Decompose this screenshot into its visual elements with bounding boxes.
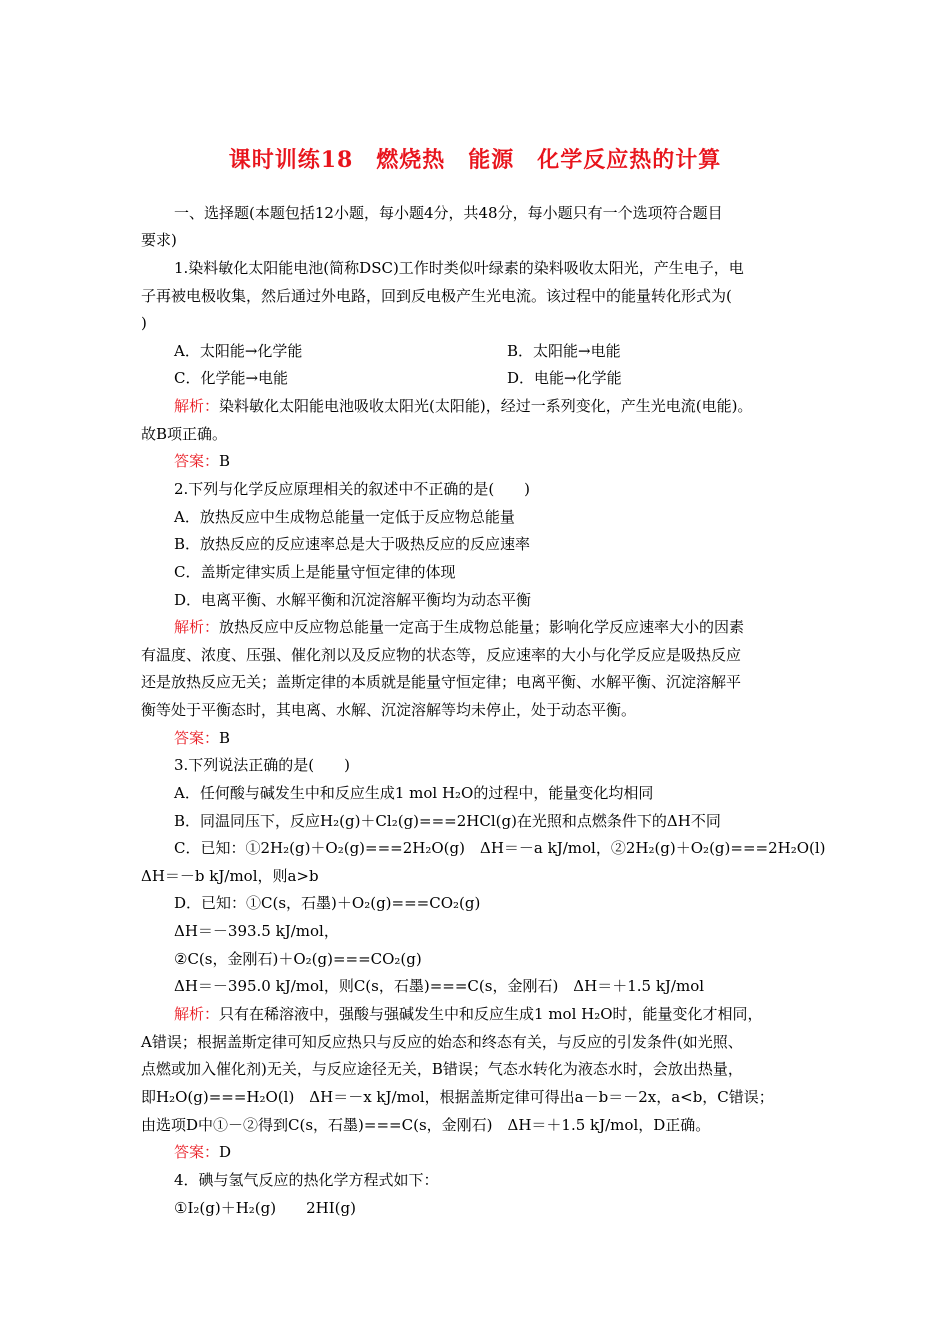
q1-analysis-line2: 故B项正确。 xyxy=(141,425,228,443)
q3-answer-value: D xyxy=(219,1143,232,1161)
q2-answer xyxy=(174,728,230,748)
q1-analysis-label: 解析： xyxy=(174,397,220,415)
q4-equation-1: ①I₂(g)＋H₂(g) 2HI(g) xyxy=(174,1199,356,1217)
q3-answer xyxy=(174,1142,231,1162)
q2-stem: 2.下列与化学反应原理相关的叙述中不正确的是( ) xyxy=(174,480,531,498)
q1-answer-label: 答案： xyxy=(174,452,220,470)
q1-answer-value: B xyxy=(219,452,231,470)
q3-option-c-line2: ΔH＝－b kJ/mol，则a>b xyxy=(141,867,319,885)
q3-analysis-text1: 只有在稀溶液中，强酸与强碱发生中和反应生成1 mol H₂O时，能量变化才相同， xyxy=(219,1005,763,1023)
q1-option-b: B．太阳能→电能 xyxy=(507,342,621,360)
q1-stem-line3: ) xyxy=(141,314,147,332)
q2-answer-value: B xyxy=(219,729,231,747)
q2-analysis-text1: 放热反应中反应物总能量一定高于生成物总能量；影响化学反应速率大小的因素 xyxy=(219,618,745,636)
q2-option-a: A．放热反应中生成物总能量一定低于反应物总能量 xyxy=(174,508,515,526)
page-title: 课时训练18 燃烧热 能源 化学反应热的计算 xyxy=(228,147,722,173)
q2-option-b: B．放热反应的反应速率总是大于吸热反应的反应速率 xyxy=(174,535,531,553)
q4-stem: 4．碘与氢气反应的热化学方程式如下： xyxy=(174,1171,439,1189)
q3-analysis-line1 xyxy=(174,1004,763,1024)
q3-option-c-line1: C．已知：①2H₂(g)＋O₂(g)===2H₂O(g) ΔH＝－a kJ/mol，②2H₂(g)＋O₂(g)===2H₂O(l) xyxy=(174,839,826,857)
q1-answer xyxy=(174,451,230,471)
q2-analysis-line1 xyxy=(174,617,744,637)
section-heading-line1: 一、选择题(本题包括12小题，每小题4分，共48分，每小题只有一个选项符合题目 xyxy=(174,204,723,222)
q3-analysis-line3: 点燃或加入催化剂)无关，与反应途径无关，B错误；气态水转化为液态水时，会放出热量， xyxy=(141,1060,743,1078)
q3-analysis-label: 解析： xyxy=(174,1005,220,1023)
q3-analysis-line4: 即H₂O(g)===H₂O(l) ΔH＝－x kJ/mol，根据盖斯定律可得出a－b＝－2x，a<b，C错误； xyxy=(141,1088,774,1106)
q2-answer-label: 答案： xyxy=(174,729,220,747)
q3-analysis-line2: A错误；根据盖斯定律可知反应热只与反应的始态和终态有关，与反应的引发条件(如光照、 xyxy=(141,1033,743,1051)
q3-option-a: A．任何酸与碱发生中和反应生成1 mol H₂O的过程中，能量变化均相同 xyxy=(174,784,654,802)
q3-option-d-line2: ΔH＝－393.5 kJ/mol， xyxy=(174,922,339,940)
q2-analysis-line4: 衡等处于平衡态时，其电离、水解、沉淀溶解等均未停止，处于动态平衡。 xyxy=(141,701,637,719)
q1-stem-line1: 1.染料敏化太阳能电池(简称DSC)工作时类似叶绿素的染料吸收太阳光，产生电子，电 xyxy=(174,259,744,277)
q2-analysis-line3: 还是放热反应无关；盖斯定律的本质就是能量守恒定律；电离平衡、水解平衡、沉淀溶解平 xyxy=(141,673,742,691)
q3-option-d-line1: D．已知：①C(s，石墨)＋O₂(g)===CO₂(g) xyxy=(174,894,481,912)
q1-option-d: D．电能→化学能 xyxy=(507,369,622,387)
q3-analysis-line5: 由选项D中①－②得到C(s，石墨)===C(s，金刚石) ΔH＝＋1.5 kJ/mol，D正确。 xyxy=(141,1116,711,1134)
q1-option-a: A．太阳能→化学能 xyxy=(174,342,303,360)
q1-analysis-line1 xyxy=(174,396,752,416)
q2-option-d: D．电离平衡、水解平衡和沉淀溶解平衡均为动态平衡 xyxy=(174,591,532,609)
q2-analysis-label: 解析： xyxy=(174,618,220,636)
q3-option-b: B．同温同压下，反应H₂(g)＋Cl₂(g)===2HCl(g)在光照和点燃条件下的ΔH不同 xyxy=(174,812,721,830)
q1-option-c: C．化学能→电能 xyxy=(174,369,289,387)
q2-analysis-line2: 有温度、浓度、压强、催化剂以及反应物的状态等，反应速率的大小与化学反应是吸热反应 xyxy=(141,646,742,664)
section-heading-line2: 要求) xyxy=(141,231,177,249)
q3-answer-label: 答案： xyxy=(174,1143,220,1161)
q3-option-d-line3: ②C(s，金刚石)＋O₂(g)===CO₂(g) xyxy=(174,950,422,968)
q2-option-c: C．盖斯定律实质上是能量守恒定律的体现 xyxy=(174,563,456,581)
q3-option-d-line4: ΔH＝－395.0 kJ/mol，则C(s，石墨)===C(s，金刚石) ΔH＝＋1.5 kJ/mol xyxy=(174,977,705,995)
q1-analysis-text1: 染料敏化太阳能电池吸收太阳光(太阳能)，经过一系列变化，产生光电流(电能)。 xyxy=(219,397,753,415)
q3-stem: 3.下列说法正确的是( ) xyxy=(174,756,351,774)
q1-stem-line2: 子再被电极收集，然后通过外电路，回到反电极产生光电流。该过程中的能量转化形式为( xyxy=(141,287,732,305)
